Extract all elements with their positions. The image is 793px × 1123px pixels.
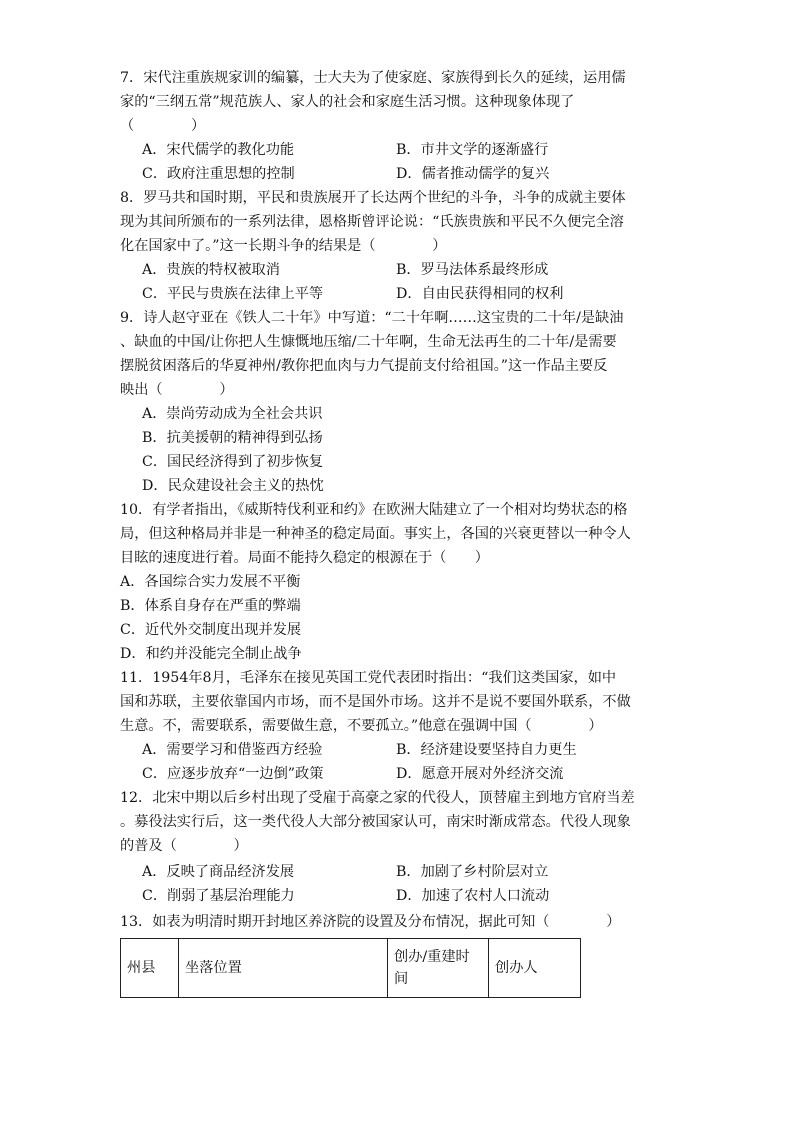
q8-line-2: 现为其间所颁布的一系列法律，恩格斯曾评论说：“氏族贵族和平民不久便完全溶 (120, 214, 624, 230)
q12-option-b: B．加剧了乡村阶层对立 (396, 864, 549, 880)
q12-line-3: 的普及（ ） (120, 838, 248, 854)
q8-line-1: 8．罗马共和国时期，平民和贵族展开了长达两个世纪的斗争，斗争的成就主要体 (120, 190, 626, 206)
q10-option-c: C．近代外交制度出现并发展 (120, 622, 302, 638)
q9-line-3: 摆脱贫困落后的华夏神州/教你把血肉与力气提前支付给祖国。”这一作品主要反 (120, 358, 608, 374)
q10-line-3: 目眩的速度进行着。局面不能持久稳定的根源在于（ ） (120, 550, 489, 566)
q11-option-c: C．应逐步放弃“一边倒”政策 (142, 766, 324, 782)
table-header-row (121, 939, 581, 998)
table-header-cell: 创办人 (489, 939, 581, 998)
q7-option-c: C．政府注重思想的控制 (142, 166, 295, 182)
q7-line-3: （ ） (120, 118, 206, 134)
q10-option-a: A．各国综合实力发展不平衡 (120, 574, 301, 590)
q9-line-2: 、缺血的中国/让你把人生慷慨地压缩/二十年啊，生命无法再生的二十年/是需要 (120, 334, 617, 350)
q9-option-a: A．崇尚劳动成为全社会共识 (142, 406, 323, 422)
q11-line-2: 国和苏联，主要依靠国内市场，而不是国外市场。这并不是说不要国外联系，不做 (120, 694, 631, 710)
q12-line-2: 。募役法实行后，这一类代役人大部分被国家认可，南宋时渐成常态。代役人现象 (120, 814, 631, 830)
q12-option-c: C．削弱了基层治理能力 (142, 888, 295, 904)
q11-line-1: 11．1954年8月，毛泽东在接见英国工党代表团时指出：“我们这类国家，如中 (120, 670, 617, 686)
q9-option-d: D．民众建设社会主义的热忱 (142, 478, 324, 494)
q9-option-c: C．国民经济得到了初步恢复 (142, 454, 324, 470)
q9-option-b: B．抗美援朝的精神得到弘扬 (142, 430, 323, 446)
q11-line-3: 生意。不，需要联系，需要做生意，不要孤立。”他意在强调中国（ ） (120, 718, 603, 734)
table-header-cell: 坐落位置 (179, 939, 388, 998)
q10-line-2: 局，但这种格局并非是一种神圣的稳定局面。事实上，各国的兴衰更替以一种令人 (120, 526, 631, 542)
q8-line-3: 化在国家中了。”这一长期斗争的结果是（ ） (120, 238, 447, 254)
q8-option-a: A．贵族的特权被取消 (142, 262, 280, 278)
q7-line-1: 7．宋代注重族规家训的编纂，士大夫为了使家庭、家族得到长久的延续，运用儒 (120, 70, 626, 86)
q10-option-b: B．体系自身存在严重的弊端 (120, 598, 301, 614)
table-header-cell: 创办/重建时间 (388, 939, 489, 998)
q11-option-a: A．需要学习和借鉴西方经验 (142, 742, 323, 758)
q11-option-d: D．愿意开展对外经济交流 (396, 766, 564, 782)
q9-line-4: 映出（ ） (120, 382, 234, 398)
q10-option-d: D．和约并没能完全制止战争 (120, 646, 302, 662)
q7-option-d: D．儒者推动儒学的复兴 (396, 166, 550, 182)
q10-line-1: 10．有学者指出，《威斯特伐利亚和约》在欧洲大陆建立了一个相对均势状态的格 (120, 502, 628, 518)
q7-option-a: A．宋代儒学的教化功能 (142, 142, 295, 158)
q8-option-d: D．自由民获得相同的权利 (396, 286, 564, 302)
q7-option-b: B．市井文学的逐渐盛行 (396, 142, 549, 158)
q12-option-a: A．反映了商品经济发展 (142, 864, 295, 880)
q9-line-1: 9．诗人赵守亚在《铁人二十年》中写道：“二十年啊……这宝贵的二十年/是缺油 (120, 310, 624, 326)
q7-line-2: 家的“三纲五常”规范族人、家人的社会和家庭生活习惯。这种现象体现了 (120, 94, 575, 110)
q13-table (120, 938, 581, 998)
q11-option-b: B．经济建设要坚持自力更生 (396, 742, 577, 758)
table-header-cell: 州县 (121, 939, 179, 998)
q12-option-d: D．加速了农村人口流动 (396, 888, 550, 904)
q8-option-c: C．平民与贵族在法律上平等 (142, 286, 324, 302)
q12-line-1: 12．北宋中期以后乡村出现了受雇于高豪之家的代役人，顶替雇主到地方官府当差 (120, 790, 635, 806)
q13-line-1: 13．如表为明清时期开封地区养济院的设置及分布情况，据此可知（ ） (120, 914, 621, 930)
q8-option-b: B．罗马法体系最终形成 (396, 262, 549, 278)
